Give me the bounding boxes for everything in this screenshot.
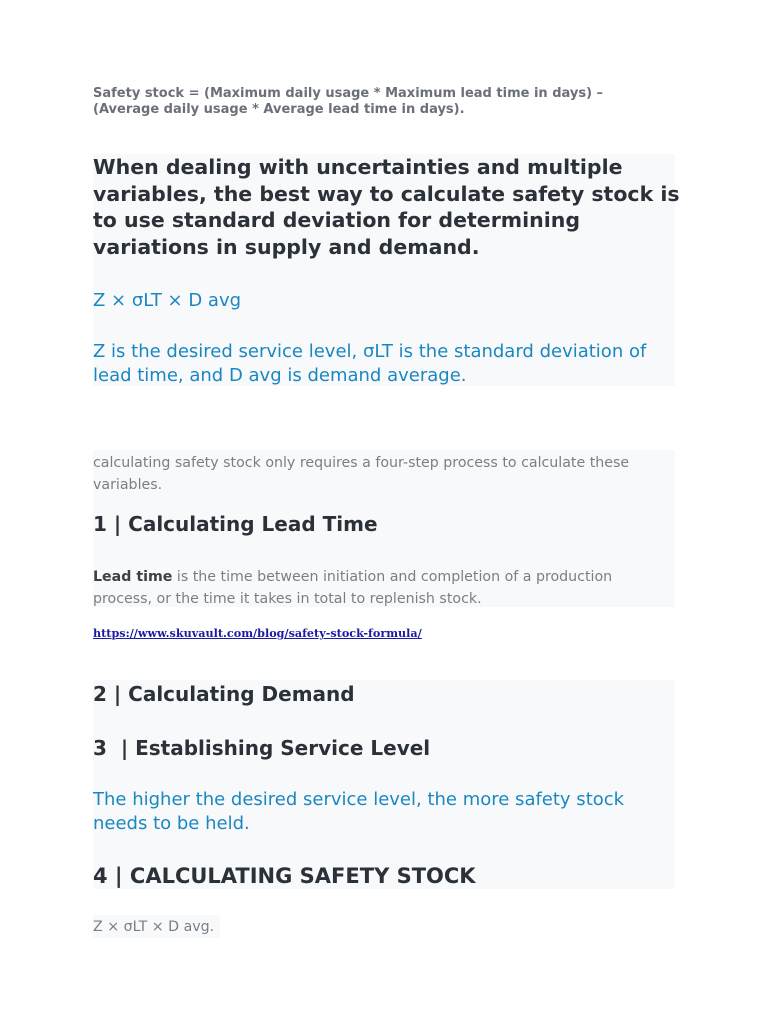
step2-heading: 2 | Calculating Demand: [93, 682, 355, 706]
highlight-background: [93, 680, 675, 889]
step3-heading: 3 | Establishing Service Level: [93, 736, 431, 760]
source-link[interactable]: https://www.skuvault.com/blog/safety-stock-formula/: [93, 626, 422, 640]
uncertainty-heading: When dealing with uncertainties and multiple variables, the best way to calculate safety stock is to use standard deviation for determining variations in supply and demand.: [93, 155, 680, 259]
service-level-note: The higher the desired service level, the more safety stock needs to be held.: [93, 789, 625, 834]
intro-paragraph: calculating safety stock only requires a four-step process to calculate these variables.: [93, 455, 630, 493]
step1-heading: 1 | Calculating Lead Time: [93, 512, 378, 536]
step4-heading: 4 | CALCULATING SAFETY STOCK: [93, 864, 476, 888]
safety-stock-formula-text: Safety stock = (Maximum daily usage * Maximum lead time in days) – (Average daily usage * Average lead time in days).: [93, 86, 604, 117]
standard-deviation-formula: Z × σLT × D avg: [93, 290, 242, 311]
formula-explanation: Z is the desired service level, σLT is the standard deviation of lead time, and D avg is demand average.: [93, 341, 647, 386]
lead-time-paragraph: [93, 566, 673, 610]
lead-time-definition: is the time between initiation and completion of a production process, or the time it takes in total to replenish stock.: [93, 569, 613, 607]
final-formula: Z × σLT × D avg.: [93, 919, 215, 935]
lead-time-term: Lead time: [93, 569, 173, 585]
